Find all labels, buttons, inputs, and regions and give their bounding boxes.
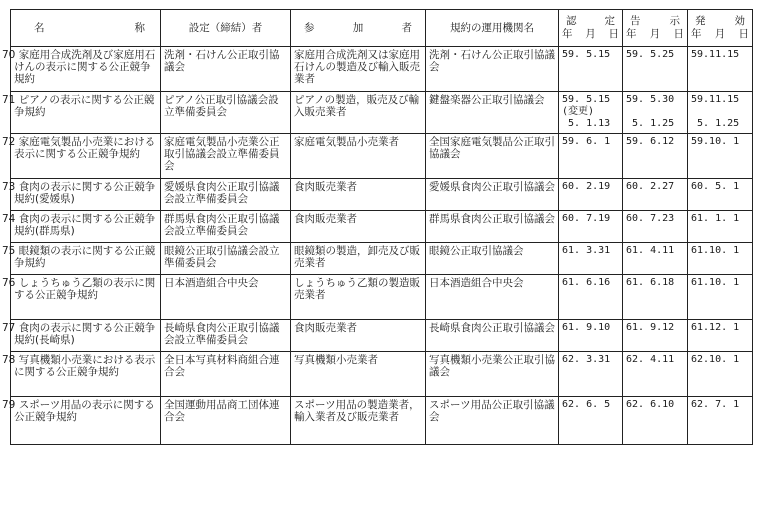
header-agency: 規約の運用機関名 bbox=[426, 10, 559, 47]
participant-cell: 眼鏡類の製造，卸売及び販売業者 bbox=[291, 243, 426, 275]
setter-cell: 全国運動用品商工団体連合会 bbox=[161, 397, 291, 445]
notice-date: 61. 6.18 bbox=[623, 275, 688, 320]
regulation-name: 78 写真機類小売業における表示に関する公正競争規約 bbox=[11, 352, 161, 397]
setter-cell: 眼鏡公正取引協議会設立準備委員会 bbox=[161, 243, 291, 275]
notice-date: 61. 9.12 bbox=[623, 320, 688, 352]
approval-date: 62. 6. 5 bbox=[559, 397, 623, 445]
effective-date: 60. 5. 1 bbox=[688, 179, 753, 211]
agency-cell: 愛媛県食肉公正取引協議会 bbox=[426, 179, 559, 211]
participant-cell: 食肉販売業者 bbox=[291, 179, 426, 211]
regulation-name: 70 家庭用合成洗剤及び家庭用石けんの表示に関する公正競争規約 bbox=[11, 47, 161, 92]
table-row bbox=[11, 92, 753, 134]
notice-date: 62. 6.10 bbox=[623, 397, 688, 445]
effective-date: 61.10. 1 bbox=[688, 243, 753, 275]
participant-cell: 家庭用合成洗剤又は家庭用石けんの製造及び輸入販売業者 bbox=[291, 47, 426, 92]
effective-date: 61.12. 1 bbox=[688, 320, 753, 352]
regulation-name: 74 食肉の表示に関する公正競争規約(群馬県) bbox=[11, 211, 161, 243]
table-row bbox=[11, 211, 753, 243]
table-row bbox=[11, 275, 753, 320]
agency-cell: 鍵盤楽器公正取引協議会 bbox=[426, 92, 559, 134]
header-approval: 認 定 年 月 日 bbox=[559, 10, 623, 47]
participant-cell: ピアノの製造，販売及び輸入販売業者 bbox=[291, 92, 426, 134]
header-row bbox=[11, 10, 753, 47]
regulation-name: 77 食肉の表示に関する公正競争規約(長崎県) bbox=[11, 320, 161, 352]
setter-cell: 長崎県食肉公正取引協議会設立準備委員会 bbox=[161, 320, 291, 352]
agency-cell: スポーツ用品公正取引協議会 bbox=[426, 397, 559, 445]
agency-cell: 長崎県食肉公正取引協議会 bbox=[426, 320, 559, 352]
participant-cell: 家庭電気製品小売業者 bbox=[291, 134, 426, 179]
effective-date: 59.10. 1 bbox=[688, 134, 753, 179]
regulations-table bbox=[2, 9, 753, 445]
participant-cell: スポーツ用品の製造業者，輸入業者及び販売業者 bbox=[291, 397, 426, 445]
effective-date: 62. 7. 1 bbox=[688, 397, 753, 445]
table-row bbox=[11, 179, 753, 211]
approval-date: 59. 6. 1 bbox=[559, 134, 623, 179]
approval-date: 60. 2.19 bbox=[559, 179, 623, 211]
participant-cell: 食肉販売業者 bbox=[291, 320, 426, 352]
agency-cell: 写真機類小売業公正取引協議会 bbox=[426, 352, 559, 397]
setter-cell: ピアノ公正取引協議会設立準備委員会 bbox=[161, 92, 291, 134]
header-setter: 設定（締結）者 bbox=[161, 10, 291, 47]
agency-cell: 眼鏡公正取引協議会 bbox=[426, 243, 559, 275]
approval-date: 59. 5.15 bbox=[559, 47, 623, 92]
effective-date: 61. 1. 1 bbox=[688, 211, 753, 243]
regulation-name: 76 しょうちゅう乙類の表示に関する公正競争規約 bbox=[11, 275, 161, 320]
notice-date: 59. 6.12 bbox=[623, 134, 688, 179]
setter-cell: 全日本写真材料商組合連合会 bbox=[161, 352, 291, 397]
approval-date: 61. 3.31 bbox=[559, 243, 623, 275]
notice-date: 62. 4.11 bbox=[623, 352, 688, 397]
approval-date: 62. 3.31 bbox=[559, 352, 623, 397]
setter-cell: 愛媛県食肉公正取引協議会設立準備委員会 bbox=[161, 179, 291, 211]
setter-cell: 日本酒造組合中央会 bbox=[161, 275, 291, 320]
approval-date: 60. 7.19 bbox=[559, 211, 623, 243]
regulation-name: 75 眼鏡類の表示に関する公正競争規約 bbox=[11, 243, 161, 275]
agency-cell: 全国家庭電気製品公正取引協議会 bbox=[426, 134, 559, 179]
agency-cell: 洗剤・石けん公正取引協議会 bbox=[426, 47, 559, 92]
agency-cell: 群馬県食肉公正取引協議会 bbox=[426, 211, 559, 243]
notice-date: 61. 4.11 bbox=[623, 243, 688, 275]
setter-cell: 群馬県食肉公正取引協議会設立準備委員会 bbox=[161, 211, 291, 243]
participant-cell: しょうちゅう乙類の製造販売業者 bbox=[291, 275, 426, 320]
notice-date: 60. 2.27 bbox=[623, 179, 688, 211]
approval-date: 59. 5.15 (変更) 5. 1.13 bbox=[559, 92, 623, 134]
header-effective: 発 効 年 月 日 bbox=[688, 10, 753, 47]
effective-date: 61.10. 1 bbox=[688, 275, 753, 320]
table-row bbox=[11, 243, 753, 275]
effective-date: 62.10. 1 bbox=[688, 352, 753, 397]
regulation-name: 72 家庭電気製品小売業における表示に関する公正競争規約 bbox=[11, 134, 161, 179]
setter-cell: 洗剤・石けん公正取引協議会 bbox=[161, 47, 291, 92]
regulation-name: 79 スポーツ用品の表示に関する公正競争規約 bbox=[11, 397, 161, 445]
setter-cell: 家庭電気製品小売業公正取引協議会設立準備委員会 bbox=[161, 134, 291, 179]
agency-cell: 日本酒造組合中央会 bbox=[426, 275, 559, 320]
table-row bbox=[11, 47, 753, 92]
effective-date: 59.11.15 5. 1.25 bbox=[688, 92, 753, 134]
notice-date: 60. 7.23 bbox=[623, 211, 688, 243]
notice-date: 59. 5.30 5. 1.25 bbox=[623, 92, 688, 134]
regulation-name: 71 ピアノの表示に関する公正競争規約 bbox=[11, 92, 161, 134]
header-name: 名 称 bbox=[11, 10, 161, 47]
table-row bbox=[11, 134, 753, 179]
table-row bbox=[11, 352, 753, 397]
table-row bbox=[11, 320, 753, 352]
effective-date: 59.11.15 bbox=[688, 47, 753, 92]
approval-date: 61. 6.16 bbox=[559, 275, 623, 320]
regulation-name: 73 食肉の表示に関する公正競争規約(愛媛県) bbox=[11, 179, 161, 211]
notice-date: 59. 5.25 bbox=[623, 47, 688, 92]
participant-cell: 食肉販売業者 bbox=[291, 211, 426, 243]
table-row bbox=[11, 397, 753, 445]
header-notice: 告 示 年 月 日 bbox=[623, 10, 688, 47]
approval-date: 61. 9.10 bbox=[559, 320, 623, 352]
header-participant: 参 加 者 bbox=[291, 10, 426, 47]
participant-cell: 写真機類小売業者 bbox=[291, 352, 426, 397]
